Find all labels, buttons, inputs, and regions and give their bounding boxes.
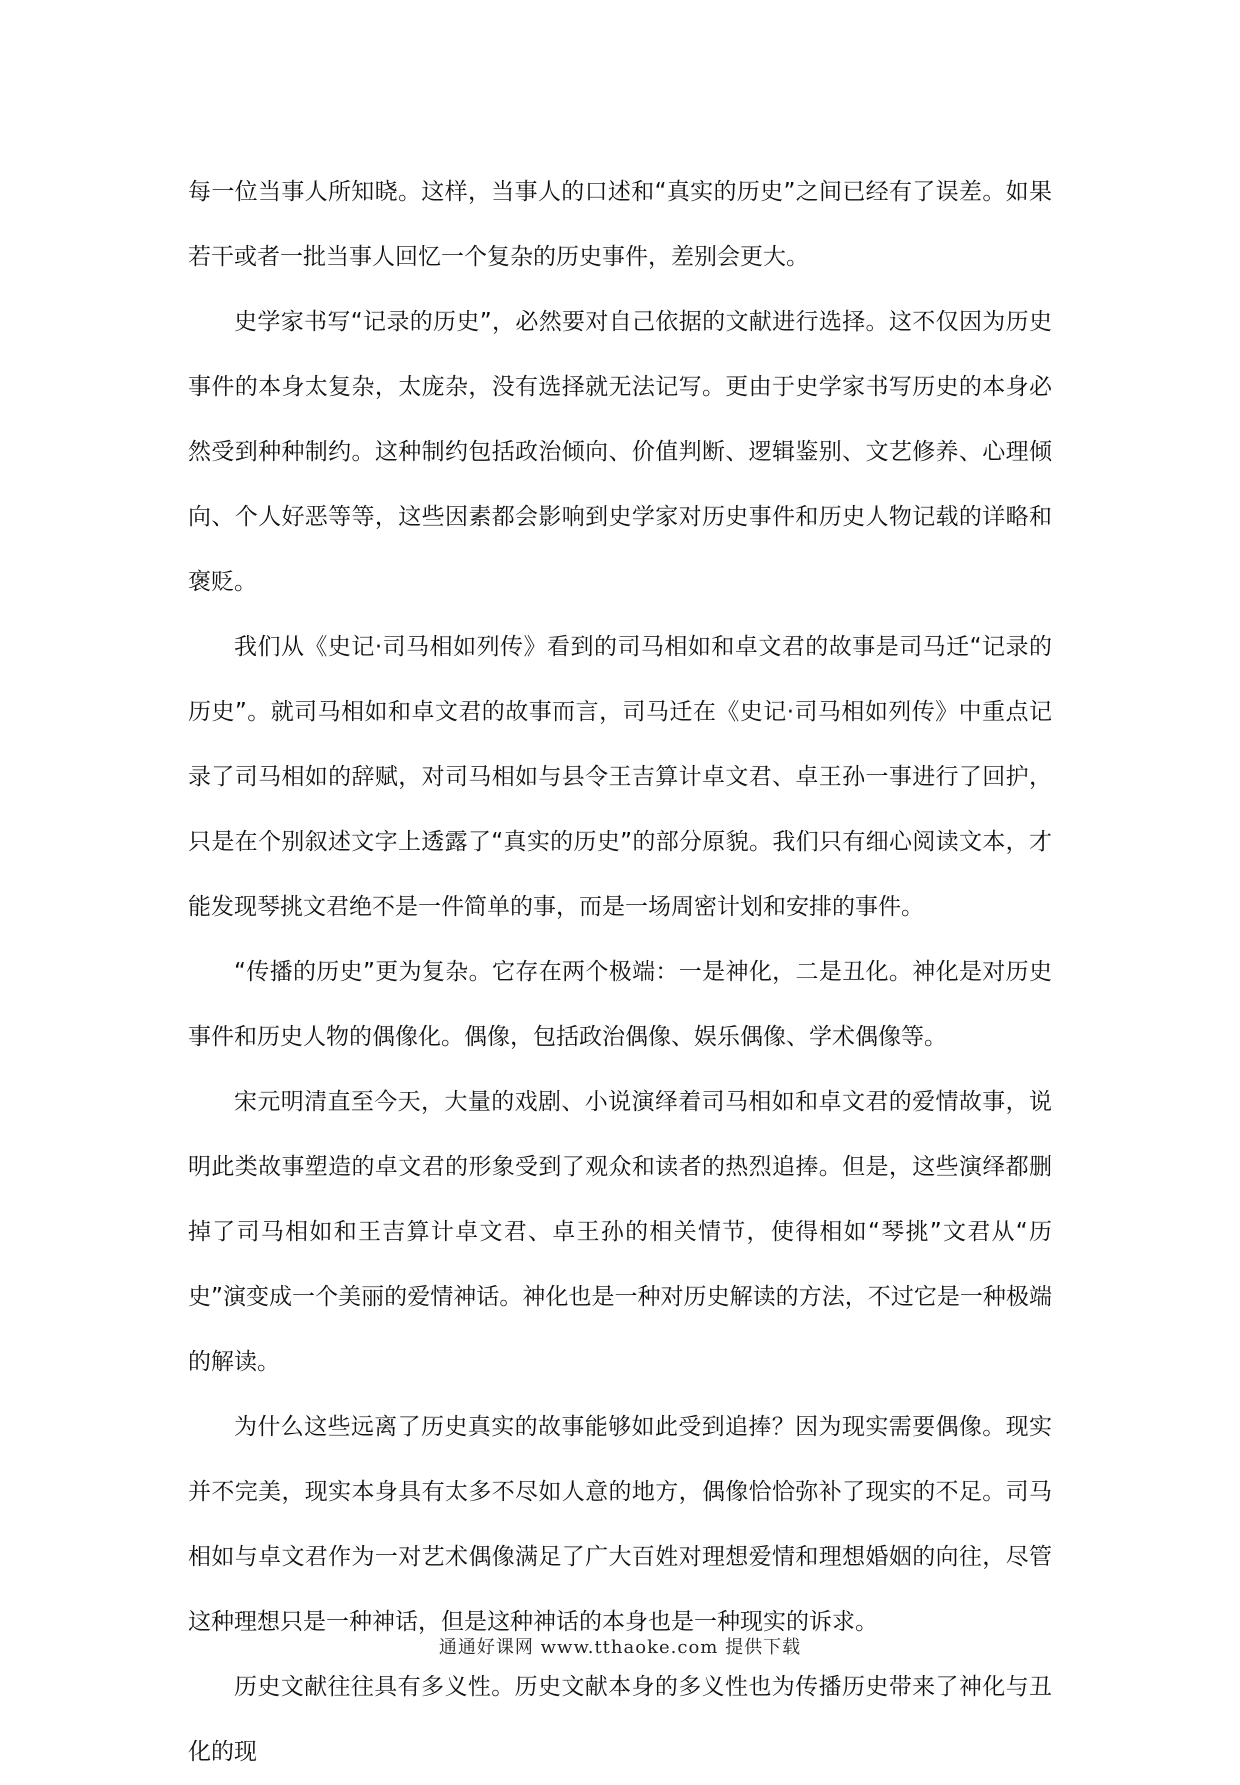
body-text: [188, 160, 1052, 1785]
paragraph-5: 宋元明清直至今天，大量的戏剧、小说演绎着司马相如和卓文君的爱情故事，说明此类故事塑造的卓文君的形象受到了观众和读者的热烈追捧。但是，这些演绎都删掉了司马相如和王吉算计卓文君、卓王孙的相关情节，使得相如“琴挑”文君从“历史”演变成一个美丽的爱情神话。神化也是一种对历史解读的方法，不过它是一种极端的解读。: [188, 1089, 1052, 1375]
paragraph-3: 我们从《史记·司马相如列传》看到的司马相如和卓文君的故事是司马迁“记录的历史”。就司马相如和卓文君的故事而言，司马迁在《史记·司马相如列传》中重点记录了司马相如的辞赋，对司马相如与县令王吉算计卓文君、卓王孙一事进行了回护，只是在个别叙述文字上透露了“真实的历史”的部分原貌。我们只有细心阅读文本，才能发现琴挑文君绝不是一件简单的事，而是一场周密计划和安排的事件。: [188, 634, 1052, 920]
paragraph-2: 史学家书写“记录的历史”，必然要对自己依据的文献进行选择。这不仅因为历史事件的本身太复杂，太庞杂，没有选择就无法记写。更由于史学家书写历史的本身必然受到种种制约。这种制约包括政治倾向、价值判断、逻辑鉴别、文艺修养、心理倾向、个人好恶等等，这些因素都会影响到史学家对历史事件和历史人物记载的详略和褒贬。: [188, 309, 1052, 595]
page-footer: 通通好课网 www.tthaoke.com 提供下载: [438, 1637, 802, 1658]
paragraph-4: “传播的历史”更为复杂。它存在两个极端：一是神化，二是丑化。神化是对历史事件和历史人物的偶像化。偶像，包括政治偶像、娱乐偶像、学术偶像等。: [188, 959, 1052, 1050]
paragraph-1: 每一位当事人所知晓。这样，当事人的口述和“真实的历史”之间已经有了误差。如果若干或者一批当事人回忆一个复杂的历史事件，差别会更大。: [188, 179, 1052, 270]
paragraph-7: 历史文献往往具有多义性。历史文献本身的多义性也为传播历史带来了神化与丑化的现: [188, 1674, 1052, 1765]
paragraph-6: 为什么这些远离了历史真实的故事能够如此受到追捧？因为现实需要偶像。现实并不完美，现实本身具有太多不尽如人意的地方，偶像恰恰弥补了现实的不足。司马相如与卓文君作为一对艺术偶像满足了广大百姓对理想爱情和理想婚姻的向往，尽管这种理想只是一种神话，但是这种神话的本身也是一种现实的诉求。: [188, 1414, 1052, 1635]
